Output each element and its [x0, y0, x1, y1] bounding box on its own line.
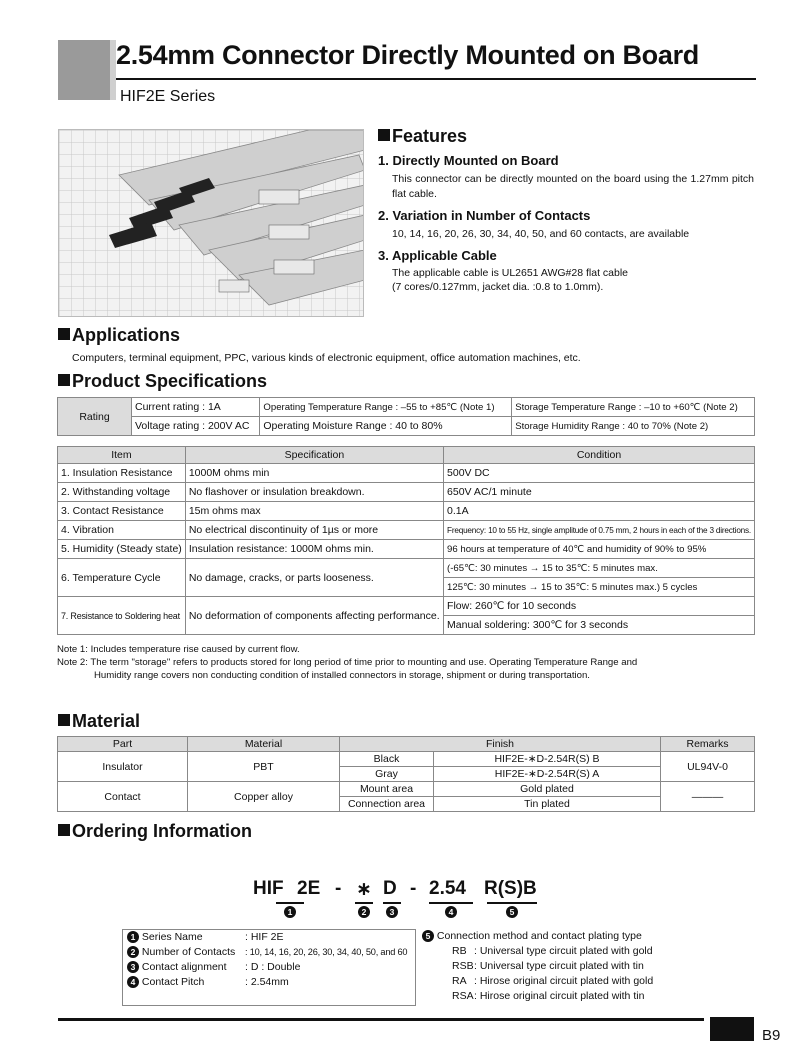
feature-body: 10, 14, 16, 20, 26, 30, 34, 40, 50, and 60 contacts, are available — [392, 228, 690, 240]
marker-1: 1 — [284, 906, 296, 918]
option-code: RSB — [452, 960, 474, 972]
table-row — [58, 464, 755, 483]
bullet-square-icon — [58, 824, 70, 836]
marker-3: 3 — [386, 906, 398, 918]
note-2: Note 2: The term "storage" refers to products stored for long period of time prior to mounting and use. Operating Temperature Range and — [57, 657, 638, 668]
part-remarks: ——— — [661, 782, 755, 812]
order-row — [123, 930, 415, 945]
pn-underline — [383, 902, 401, 904]
order-option — [422, 974, 653, 989]
spec-value: No flashover or insulation breakdown. — [185, 483, 443, 502]
voltage-rating: Voltage rating : 200V AC — [132, 417, 260, 436]
pn-underline — [355, 902, 373, 904]
pn-underline — [487, 902, 537, 904]
order-right-title — [422, 929, 653, 944]
spec-condition: Manual soldering: 300℃ for 3 seconds — [444, 616, 755, 635]
finish-plating: Gold plated — [434, 782, 661, 797]
pn-model: 2E — [297, 878, 321, 899]
marker-4: 4 — [445, 906, 457, 918]
order-option — [422, 959, 653, 974]
part-remarks: UL94V-0 — [661, 752, 755, 782]
pn-connection-type: R(S)B — [484, 878, 537, 899]
option-code: RSA — [452, 990, 474, 1002]
spec-condition: Frequency: 10 to 55 Hz, single amplitude of 0.75 mm, 2 hours in each of the 3 directions. — [444, 521, 755, 540]
footer-rule — [58, 1018, 704, 1021]
table-row — [58, 521, 755, 540]
col-part: Part — [58, 737, 188, 752]
bullet-square-icon — [378, 129, 390, 141]
table-row — [58, 540, 755, 559]
footer-tab — [710, 1017, 754, 1041]
spec-condition: 125℃: 30 minutes → 15 to 35℃: 5 minutes max.) 5 cycles — [444, 578, 755, 597]
operating-temperature: Operating Temperature Range : –55 to +85℃ (Note 1) — [260, 398, 512, 417]
table-row — [58, 502, 755, 521]
spec-condition: Flow: 260℃ for 10 seconds — [444, 597, 755, 616]
spec-condition: 0.1A — [444, 502, 755, 521]
spec-item: 2. Withstanding voltage — [58, 483, 186, 502]
title-rule — [116, 78, 756, 80]
col-item: Item — [58, 447, 186, 464]
product-specs-heading: Product Specifications — [58, 371, 267, 392]
option-desc: : Hirose original circuit plated with gold — [474, 975, 654, 987]
page-number: B9 — [762, 1027, 781, 1044]
spec-item: 3. Contact Resistance — [58, 502, 186, 521]
order-key: Contact Pitch — [141, 976, 205, 988]
finish-area: Connection area — [340, 797, 434, 812]
rating-table — [57, 397, 755, 436]
spec-item: 4. Vibration — [58, 521, 186, 540]
current-rating: Current rating : 1A — [132, 398, 260, 417]
ordering-right-list — [422, 929, 653, 1004]
col-material: Material — [188, 737, 340, 752]
material-table — [57, 736, 755, 812]
operating-moisture: Operating Moisture Range : 40 to 80% — [260, 417, 512, 436]
spec-value: No damage, cracks, or parts looseness. — [185, 559, 443, 597]
ordering-left-box — [122, 929, 416, 1006]
order-key: Number of Contacts — [141, 946, 236, 958]
part-material: PBT — [188, 752, 340, 782]
marker-2: 2 — [358, 906, 370, 918]
order-key: Series Name — [141, 931, 203, 943]
ordering-heading: Ordering Information — [58, 821, 252, 842]
spec-value: 15m ohms max — [185, 502, 443, 521]
order-value: : 2.54mm — [245, 976, 289, 988]
page-title: 2.54mm Connector Directly Mounted on Board — [116, 40, 699, 70]
spec-item: 1. Insulation Resistance — [58, 464, 186, 483]
option-desc: : Universal type circuit plated with gold — [474, 945, 653, 957]
table-row — [58, 559, 755, 578]
spec-value: No deformation of components affecting performance. — [185, 597, 443, 635]
pn-underline — [429, 902, 473, 904]
option-code: RB — [452, 945, 467, 957]
feature-body: This connector can be directly mounted on the board using the 1.27mm pitch flat cable. — [392, 173, 754, 200]
storage-temperature: Storage Temperature Range : –10 to +60℃ (Note 2) — [512, 398, 755, 417]
order-option — [422, 944, 653, 959]
feature-title: 2. Variation in Number of Contacts — [378, 208, 591, 223]
col-finish: Finish — [340, 737, 661, 752]
finish-part-number: HIF2E-∗D-2.54R(S) A — [434, 767, 661, 782]
finish-area: Mount area — [340, 782, 434, 797]
product-photo — [58, 129, 364, 317]
option-desc: : Universal type circuit plated with tin — [474, 960, 644, 972]
order-row — [123, 945, 415, 960]
spec-condition: 500V DC — [444, 464, 755, 483]
marker-4: 4 — [127, 976, 139, 988]
part-material: Copper alloy — [188, 782, 340, 812]
marker-3: 3 — [127, 961, 139, 973]
finish-color: Gray — [340, 767, 434, 782]
spec-item: 5. Humidity (Steady state) — [58, 540, 186, 559]
col-remarks: Remarks — [661, 737, 755, 752]
order-key: Contact alignment — [141, 961, 227, 973]
rating-label: Rating — [58, 398, 132, 436]
spec-condition: 96 hours at temperature of 40℃ and humidity of 90% to 95% — [444, 540, 755, 559]
header-tab — [58, 40, 110, 100]
pn-dash: - — [410, 878, 417, 899]
feature-body: The applicable cable is UL2651 AWG#28 flat cable (7 cores/0.127mm, jacket dia. :0.8 to 1.0mm). — [392, 267, 629, 293]
part-name: Contact — [58, 782, 188, 812]
pn-series: HIF — [253, 878, 284, 899]
applications-heading: Applications — [58, 325, 180, 346]
connection-method-title: Connection method and contact plating type — [436, 930, 642, 942]
spec-condition: (-65℃: 30 minutes → 15 to 35℃: 5 minutes max. — [444, 559, 755, 578]
order-value: : 10, 14, 16, 20, 26, 30, 34, 40, 50, and 60 — [245, 947, 408, 957]
order-row — [123, 960, 415, 975]
applications-text: Computers, terminal equipment, PPC, various kinds of electronic equipment, office automation machines, etc. — [72, 352, 581, 364]
pn-contacts: ∗ — [356, 879, 372, 900]
option-code: RA — [452, 975, 467, 987]
col-condition: Condition — [444, 447, 755, 464]
note-1: Note 1: Includes temperature rise caused by current flow. — [57, 644, 300, 655]
order-option — [422, 989, 653, 1004]
pn-alignment: D — [383, 878, 397, 899]
feature-title: 3. Applicable Cable — [378, 248, 497, 263]
features-section — [378, 126, 754, 294]
bullet-square-icon — [58, 714, 70, 726]
order-value: : D : Double — [245, 961, 301, 973]
bullet-square-icon — [58, 328, 70, 340]
pn-underline — [276, 902, 304, 904]
table-row — [58, 782, 755, 797]
spec-item: 7. Resistance to Soldering heat — [58, 597, 186, 635]
material-heading: Material — [58, 711, 140, 732]
marker-5: 5 — [506, 906, 518, 918]
marker-2: 2 — [127, 946, 139, 958]
finish-plating: Tin plated — [434, 797, 661, 812]
table-row — [58, 752, 755, 767]
spec-condition: 650V AC/1 minute — [444, 483, 755, 502]
option-desc: : Hirose original circuit plated with tin — [474, 990, 645, 1002]
marker-1: 1 — [127, 931, 139, 943]
series-name: HIF2E Series — [120, 88, 216, 105]
spec-value: 1000M ohms min — [185, 464, 443, 483]
storage-humidity: Storage Humidity Range : 40 to 70% (Note 2) — [512, 417, 755, 436]
spec-value: Insulation resistance: 1000M ohms min. — [185, 540, 443, 559]
table-row — [58, 483, 755, 502]
order-row — [123, 975, 415, 990]
features-heading: Features — [378, 126, 754, 147]
note-2-cont: Humidity range covers non conducting condition of installed connectors in storage, shipment or during transportation. — [94, 670, 590, 681]
spec-notes — [57, 643, 637, 682]
pn-pitch: 2.54 — [429, 878, 466, 899]
table-row — [58, 597, 755, 616]
marker-5: 5 — [422, 930, 434, 942]
order-value: : HIF 2E — [245, 931, 284, 943]
spec-table — [57, 446, 755, 635]
pn-dash: - — [335, 878, 342, 899]
spec-item: 6. Temperature Cycle — [58, 559, 186, 597]
feature-title: 1. Directly Mounted on Board — [378, 153, 559, 168]
finish-part-number: HIF2E-∗D-2.54R(S) B — [434, 752, 661, 767]
col-spec: Specification — [185, 447, 443, 464]
bullet-square-icon — [58, 374, 70, 386]
part-name: Insulator — [58, 752, 188, 782]
finish-color: Black — [340, 752, 434, 767]
spec-value: No electrical discontinuity of 1µs or more — [185, 521, 443, 540]
